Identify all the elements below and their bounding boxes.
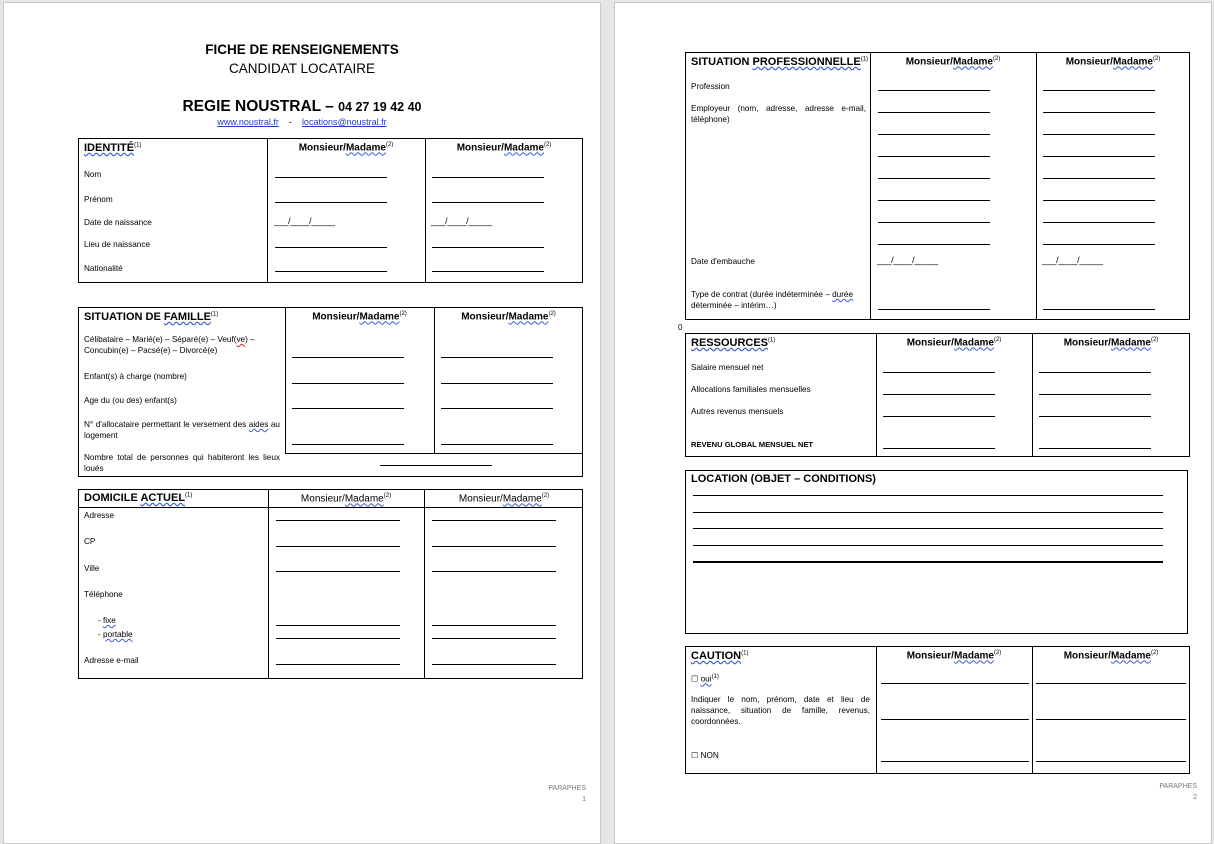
agency-phone: 04 27 19 42 40: [338, 100, 422, 114]
ville-field-1[interactable]: [276, 571, 400, 572]
famille-heading: SITUATION DE FAMILLE$^{(1)}$: [84, 311, 219, 323]
famille-table: [78, 307, 583, 477]
domicile-col-2-header: Monsieur/Madame$^{(2)}$: [458, 493, 550, 505]
domicile-heading: DOMICILE ACTUEL$^{(1)}$: [84, 492, 193, 504]
row-label-nationalite: Nationalité: [84, 264, 123, 273]
children-ages-label: Age du (ou des) enfant(s): [84, 396, 177, 405]
identite-col-2-header: Monsieur/Madame$^{(2)}$: [456, 142, 552, 154]
location-line-4[interactable]: [693, 545, 1163, 546]
marital-field-1[interactable]: [292, 357, 404, 358]
caution-non-field-1[interactable]: [881, 761, 1029, 762]
caution-info-field-1[interactable]: [881, 719, 1029, 720]
caution-oui-field-2[interactable]: [1036, 683, 1186, 684]
caution-table: [685, 646, 1190, 774]
domicile-col-1-header: Monsieur/Madame$^{(2)}$: [300, 493, 392, 505]
marital-status-label: Célibataire – Marié(e) – Séparé(e) – Veuf(ve) – Concubin(e) – Pacsé(e) – Divorcé(e): [84, 335, 255, 355]
nationality-field-2[interactable]: [432, 271, 544, 272]
cp-label: CP: [84, 537, 96, 546]
employer-field-2b[interactable]: [1043, 134, 1155, 135]
profession-label: Profession: [691, 82, 730, 91]
row-label-nom: Nom: [84, 170, 102, 179]
contract-type-label: Type de contrat (durée indéterminée – durée déterminée – intérim…): [691, 290, 854, 310]
marital-field-2[interactable]: [441, 357, 553, 358]
famille-col-1-header: Monsieur/Madame$^{(2)}$: [312, 311, 407, 323]
hire-date-field-2[interactable]: ___/____/_____: [1042, 255, 1103, 265]
identite-heading: IDENTITÉ$^{(1)}$: [84, 142, 142, 154]
contract-field-1[interactable]: [878, 309, 990, 310]
agency-name: REGIE NOUSTRAL –: [182, 98, 334, 115]
page-number-2: 2: [1193, 794, 1197, 801]
pro-heading: SITUATION PROFESSIONNELLE$^{(1)}$: [691, 56, 869, 68]
ville-field-2[interactable]: [432, 571, 556, 572]
employer-field-2g[interactable]: [1043, 244, 1155, 245]
prenom-field-2[interactable]: [432, 202, 544, 203]
pro-col-1-header: Monsieur/Madame$^{(2)}$: [905, 56, 1001, 68]
location-line-1[interactable]: [693, 495, 1163, 496]
employer-field-1f[interactable]: [878, 222, 990, 223]
salary-field-2[interactable]: [1039, 372, 1151, 373]
employer-field-1c[interactable]: [878, 156, 990, 157]
form-title: FICHE DE RENSEIGNEMENTS: [205, 42, 399, 57]
allowances-field-2[interactable]: [1039, 394, 1151, 395]
stray-marker: 0: [678, 323, 683, 332]
allowances-label: Allocations familiales mensuelles: [691, 385, 811, 394]
nationality-field-1[interactable]: [275, 271, 387, 272]
row-label-prenom: Prénom: [84, 195, 113, 204]
children-count-label: Enfant(s) à charge (nombre): [84, 372, 187, 381]
employer-field-1e[interactable]: [878, 200, 990, 201]
salary-field-1[interactable]: [883, 372, 995, 373]
pro-col-2-header: Monsieur/Madame$^{(2)}$: [1065, 56, 1161, 68]
page-2-footer: [1159, 781, 1197, 803]
page-1-footer: [548, 783, 586, 805]
cp-field-1[interactable]: [276, 546, 400, 547]
email-link[interactable]: locations@noustral.fr: [301, 117, 387, 127]
pro-table: [685, 52, 1190, 320]
salary-label: Salaire mensuel net: [691, 363, 764, 372]
caution-info-field-2[interactable]: [1036, 719, 1186, 720]
nom-field-1[interactable]: [275, 177, 387, 178]
email-label: Adresse e-mail: [84, 656, 139, 665]
employer-field-2e[interactable]: [1043, 200, 1155, 201]
location-line-3[interactable]: [693, 528, 1163, 529]
prenom-field-1[interactable]: [275, 202, 387, 203]
other-income-field-1[interactable]: [883, 416, 995, 417]
children-ages-field-1[interactable]: [292, 408, 404, 409]
employer-field-1a[interactable]: [878, 112, 990, 113]
other-income-label: Autres revenus mensuels: [691, 407, 784, 416]
hire-date-field-1[interactable]: ___/____/_____: [877, 255, 938, 265]
ressources-col-1-header: Monsieur/Madame$^{(2)}$: [906, 337, 1002, 349]
total-income-label: REVENU GLOBAL MENSUEL NET: [691, 440, 814, 449]
ressources-heading: RESSOURCES$^{(1)}$: [691, 337, 776, 349]
birthdate-field-2[interactable]: ___/____/_____: [431, 216, 492, 226]
caution-oui-option[interactable]: ☐ oui$^{(1)}$: [691, 674, 719, 684]
address-field-2[interactable]: [432, 520, 556, 521]
allocataire-label: N° d'allocataire permettant le versement des aides au logement: [84, 420, 280, 440]
portable-field-2[interactable]: [432, 638, 556, 639]
address-field-1[interactable]: [276, 520, 400, 521]
employer-field-1d[interactable]: [878, 178, 990, 179]
cp-field-2[interactable]: [432, 546, 556, 547]
portable-label: - portable: [98, 630, 133, 639]
employer-field-1b[interactable]: [878, 134, 990, 135]
profession-field-1[interactable]: [878, 90, 990, 91]
fixe-label: - fixe: [98, 616, 116, 625]
link-separator: -: [288, 117, 292, 127]
children-ages-field-2[interactable]: [441, 408, 553, 409]
email-field-1[interactable]: [276, 664, 400, 665]
caution-heading: CAUTION$^{(1)}$: [691, 650, 749, 662]
total-persons-field[interactable]: [380, 465, 492, 466]
page-1: [3, 2, 601, 844]
domicile-table: [78, 489, 583, 679]
children-count-field-1[interactable]: [292, 383, 404, 384]
total-income-field-2[interactable]: [1039, 448, 1151, 449]
caution-oui-field-1[interactable]: [881, 683, 1029, 684]
fixe-field-1[interactable]: [276, 625, 400, 626]
ville-label: Ville: [84, 564, 100, 573]
employer-field-2d[interactable]: [1043, 178, 1155, 179]
profession-field-2[interactable]: [1043, 90, 1155, 91]
paraphes-label: PARAPHES: [548, 785, 586, 792]
non-checkbox[interactable]: ☐: [691, 751, 699, 760]
location-line-2[interactable]: [693, 512, 1163, 513]
hire-date-label: Date d'embauche: [691, 257, 755, 266]
oui-label: oui: [700, 674, 712, 684]
employer-field-2a[interactable]: [1043, 112, 1155, 113]
paraphes-label-2: PARAPHES: [1159, 783, 1197, 790]
employer-field-1g[interactable]: [878, 244, 990, 245]
row-label-date-naissance: Date de naissance: [84, 218, 152, 227]
employer-field-2f[interactable]: [1043, 222, 1155, 223]
telephone-label: Téléphone: [84, 590, 123, 599]
row-label-lieu-naissance: Lieu de naissance: [84, 240, 151, 249]
employer-field-2c[interactable]: [1043, 156, 1155, 157]
portable-field-1[interactable]: [276, 638, 400, 639]
caution-instructions: Indiquer le nom, prénom, date et lieu de naissance, situation de famille, revenus, coordonnées.: [691, 695, 870, 726]
caution-non-option[interactable]: [691, 750, 719, 761]
caution-non-field-2[interactable]: [1036, 761, 1186, 762]
total-persons-label: Nombre total de personnes qui habiteront les lieux loués: [84, 453, 280, 473]
agency-links: [4, 117, 600, 127]
fixe-field-2[interactable]: [432, 625, 556, 626]
allocataire-field-1[interactable]: [292, 444, 404, 445]
ressources-table: [685, 333, 1190, 457]
page-number-1: 1: [582, 796, 586, 803]
agency-line: [4, 98, 600, 116]
location-heading: LOCATION (OBJET – CONDITIONS): [691, 473, 876, 485]
identite-table: [78, 138, 583, 283]
allowances-field-1[interactable]: [883, 394, 995, 395]
contract-field-2[interactable]: [1043, 309, 1155, 310]
birthplace-field-1[interactable]: [275, 247, 387, 248]
ressources-col-2-header: Monsieur/Madame$^{(2)}$: [1063, 337, 1159, 349]
birthplace-field-2[interactable]: [432, 247, 544, 248]
children-count-field-2[interactable]: [441, 383, 553, 384]
location-box: [685, 470, 1188, 634]
non-label: NON: [700, 751, 719, 760]
location-line-5[interactable]: [693, 561, 1163, 563]
nom-field-2[interactable]: [432, 177, 544, 178]
website-link[interactable]: www.noustral.fr: [217, 117, 279, 127]
oui-checkbox[interactable]: ☐: [691, 674, 699, 684]
identite-col-1-header: Monsieur/Madame$^{(2)}$: [298, 142, 394, 154]
email-field-2[interactable]: [432, 664, 556, 665]
page-2: [614, 2, 1212, 844]
form-subtitle: CANDIDAT LOCATAIRE: [228, 61, 376, 76]
caution-col-2-header: Monsieur/Madame$^{(2)}$: [1063, 650, 1159, 662]
caution-col-1-header: Monsieur/Madame$^{(2)}$: [906, 650, 1002, 662]
employer-label: Employeur (nom, adresse, adresse e-mail, téléphone): [691, 104, 866, 124]
birthdate-field-1[interactable]: ___/____/_____: [274, 216, 335, 226]
other-income-field-2[interactable]: [1039, 416, 1151, 417]
allocataire-field-2[interactable]: [441, 444, 553, 445]
total-income-field-1[interactable]: [883, 448, 995, 449]
address-label: Adresse: [84, 511, 115, 520]
famille-col-2-header: Monsieur/Madame$^{(2)}$: [461, 311, 556, 323]
